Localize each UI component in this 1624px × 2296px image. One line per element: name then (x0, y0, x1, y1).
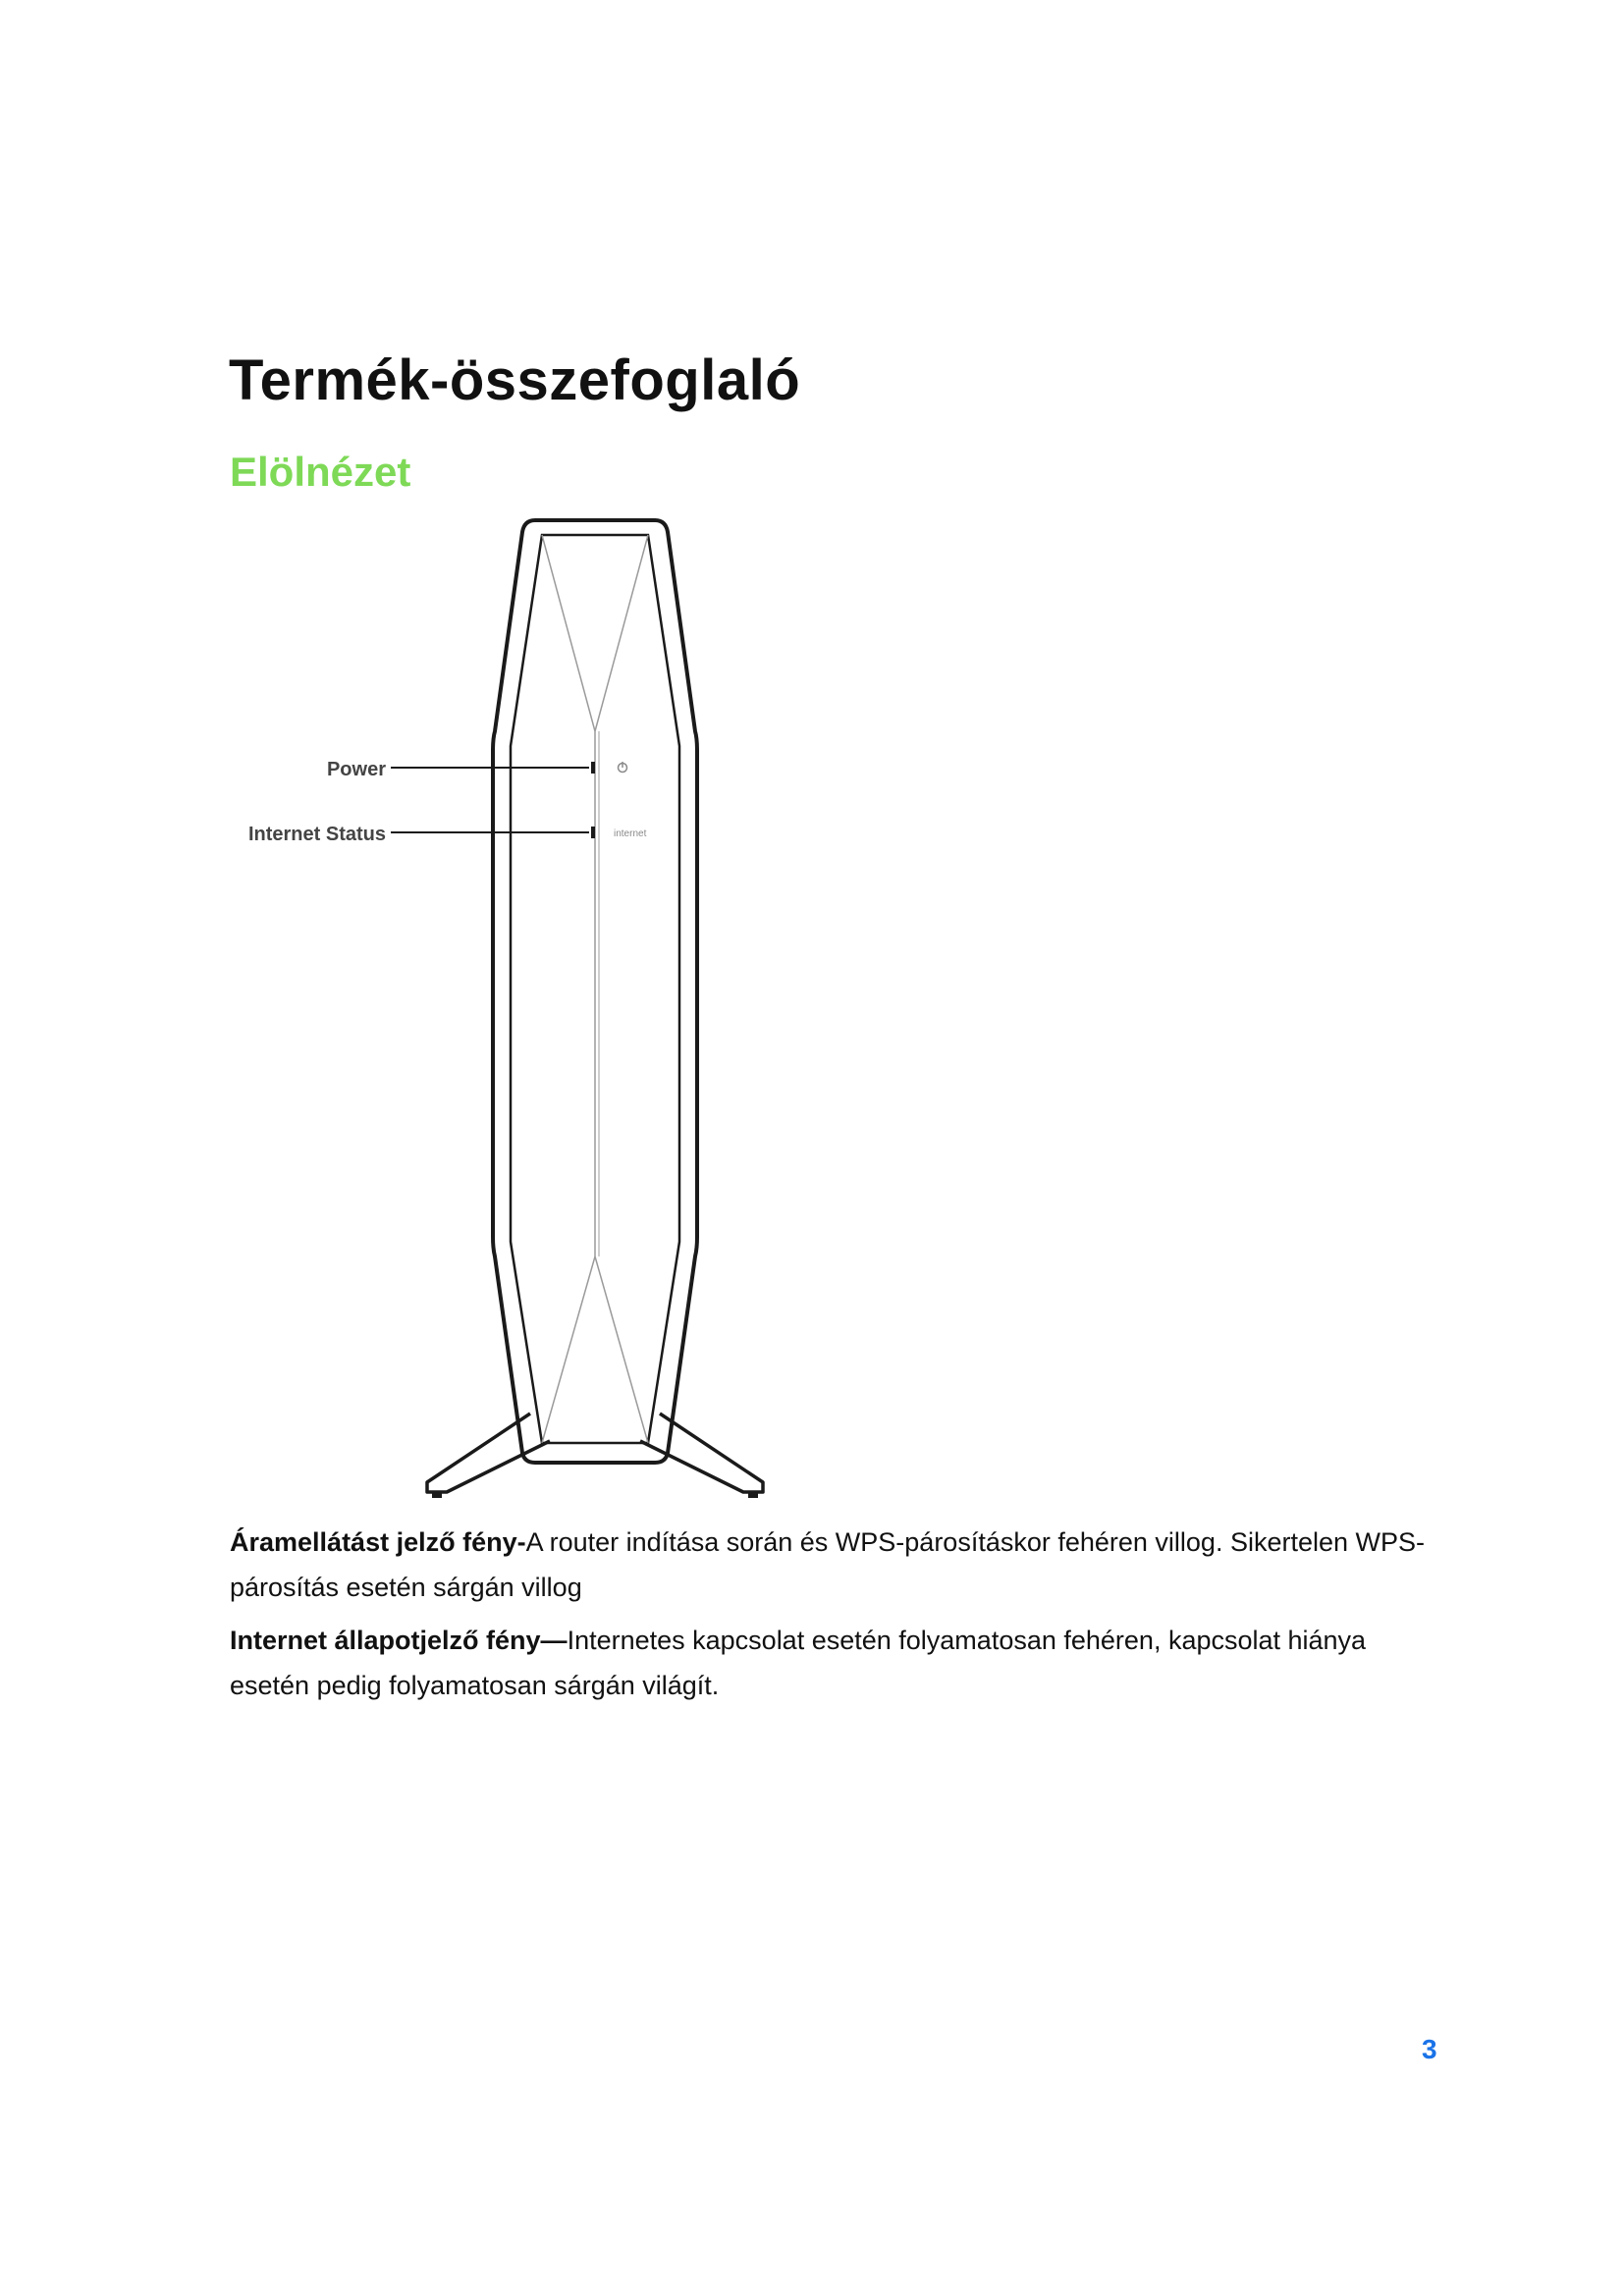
section-title: Elölnézet (230, 449, 411, 495)
power-light-term: Áramellátást jelző fény- (230, 1527, 526, 1557)
power-callout-label: Power (326, 759, 386, 780)
internet-status-callout-label: Internet Status (247, 824, 386, 845)
stand-left-foot (432, 1492, 442, 1498)
device-internet-label: internet (614, 828, 647, 839)
router-illustration (226, 510, 815, 1502)
power-light-text: A router indítása során és WPS-párosításkor fehéren villog. Sikertelen WPS-párosítás esetén sárgán villog (230, 1527, 1426, 1602)
power-led (591, 762, 595, 774)
router-front-view-figure (226, 510, 815, 1502)
stand-left-leg (427, 1414, 550, 1492)
stand-right-foot (748, 1492, 758, 1498)
internet-led (591, 827, 595, 838)
router-lower-facet-lines (542, 1242, 648, 1443)
page-title: Termék-összefoglaló (229, 348, 801, 412)
internet-light-description (230, 1618, 1447, 1708)
power-light-description (230, 1520, 1447, 1610)
internet-light-term: Internet állapotjelző fény— (230, 1626, 568, 1655)
stand-right-leg (640, 1414, 763, 1492)
internet-light-text: Internetes kapcsolat esetén folyamatosan fehéren, kapcsolat hiánya esetén pedig folyamatosan sárgán világít. (230, 1626, 1367, 1700)
router-upper-facet-lines (542, 535, 648, 1242)
page-number: 3 (1422, 2034, 1437, 2064)
